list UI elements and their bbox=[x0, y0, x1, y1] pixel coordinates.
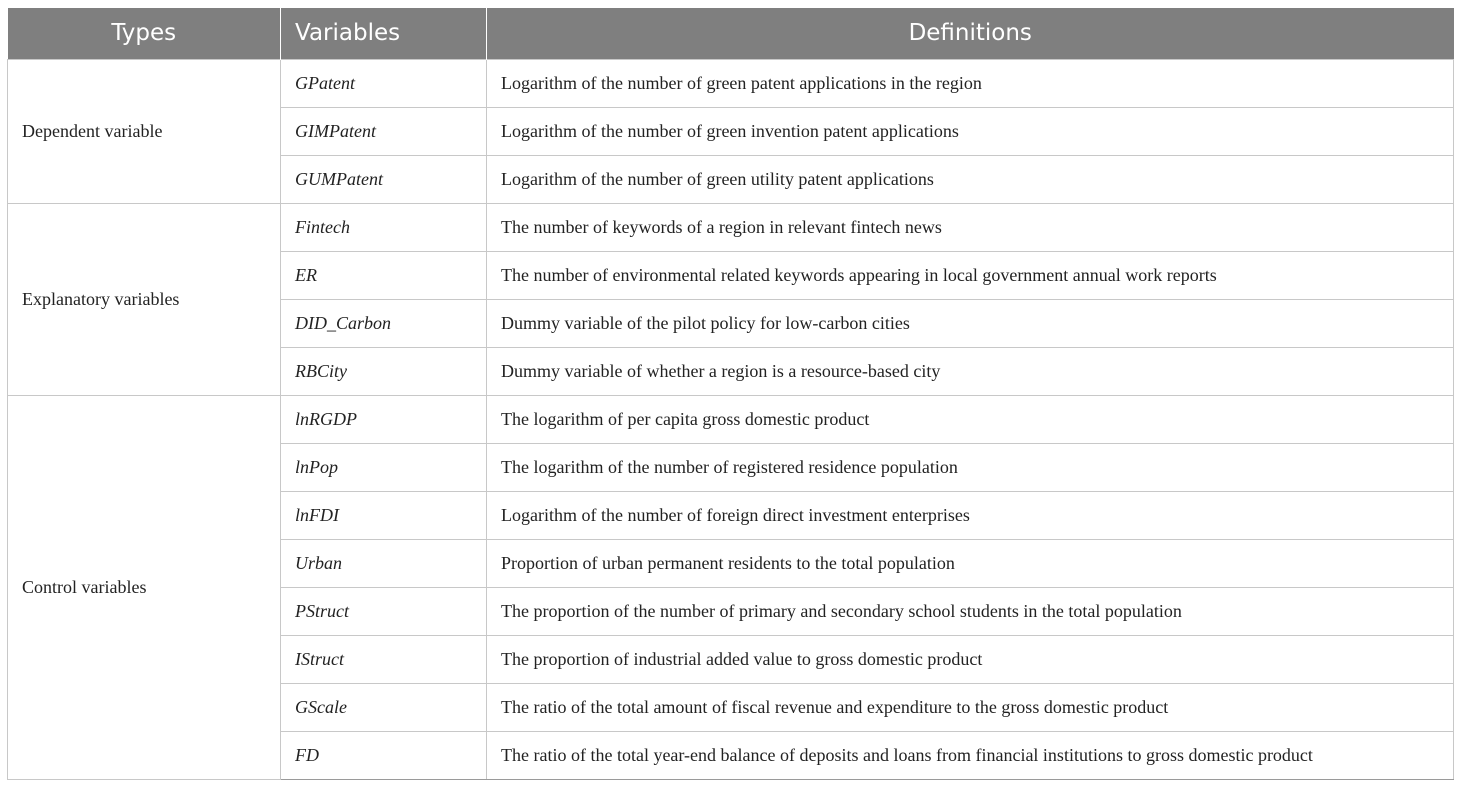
type-cell-dependent: Dependent variable bbox=[8, 59, 281, 203]
table-row bbox=[8, 395, 1454, 443]
variable-cell: RBCity bbox=[281, 347, 487, 395]
variable-cell: GUMPatent bbox=[281, 155, 487, 203]
definition-cell: Proportion of urban permanent residents to the total population bbox=[487, 539, 1454, 587]
header-variables: Variables bbox=[281, 8, 487, 59]
definition-cell: The proportion of the number of primary and secondary school students in the total population bbox=[487, 587, 1454, 635]
type-cell-explanatory: Explanatory variables bbox=[8, 203, 281, 395]
table-header-row bbox=[8, 8, 1454, 59]
variable-cell: Urban bbox=[281, 539, 487, 587]
variable-cell: lnRGDP bbox=[281, 395, 487, 443]
table-row bbox=[8, 203, 1454, 251]
definition-cell: The number of environmental related keywords appearing in local government annual work reports bbox=[487, 251, 1454, 299]
header-types: Types bbox=[8, 8, 281, 59]
definition-cell: The logarithm of per capita gross domestic product bbox=[487, 395, 1454, 443]
variable-cell: GPatent bbox=[281, 59, 487, 107]
definition-cell: The number of keywords of a region in relevant fintech news bbox=[487, 203, 1454, 251]
definition-cell: Dummy variable of whether a region is a resource-based city bbox=[487, 347, 1454, 395]
definition-cell: Logarithm of the number of green utility patent applications bbox=[487, 155, 1454, 203]
variable-cell: PStruct bbox=[281, 587, 487, 635]
definition-cell: Logarithm of the number of green patent applications in the region bbox=[487, 59, 1454, 107]
variable-cell: DID_Carbon bbox=[281, 299, 487, 347]
table-row bbox=[8, 59, 1454, 107]
variable-cell: Fintech bbox=[281, 203, 487, 251]
variables-table bbox=[7, 8, 1454, 780]
variable-cell: IStruct bbox=[281, 635, 487, 683]
variable-cell: lnPop bbox=[281, 443, 487, 491]
variable-cell: lnFDI bbox=[281, 491, 487, 539]
variable-cell: GIMPatent bbox=[281, 107, 487, 155]
header-definitions: Definitions bbox=[487, 8, 1454, 59]
definition-cell: Dummy variable of the pilot policy for low-carbon cities bbox=[487, 299, 1454, 347]
definition-cell: The proportion of industrial added value to gross domestic product bbox=[487, 635, 1454, 683]
variable-cell: GScale bbox=[281, 683, 487, 731]
type-cell-control: Control variables bbox=[8, 395, 281, 779]
variable-cell: ER bbox=[281, 251, 487, 299]
definition-cell: Logarithm of the number of foreign direct investment enterprises bbox=[487, 491, 1454, 539]
definition-cell: The logarithm of the number of registered residence population bbox=[487, 443, 1454, 491]
definition-cell: The ratio of the total amount of fiscal revenue and expenditure to the gross domestic product bbox=[487, 683, 1454, 731]
definition-cell: The ratio of the total year-end balance of deposits and loans from financial institutions to gross domestic product bbox=[487, 731, 1454, 779]
variable-cell: FD bbox=[281, 731, 487, 779]
definition-cell: Logarithm of the number of green invention patent applications bbox=[487, 107, 1454, 155]
